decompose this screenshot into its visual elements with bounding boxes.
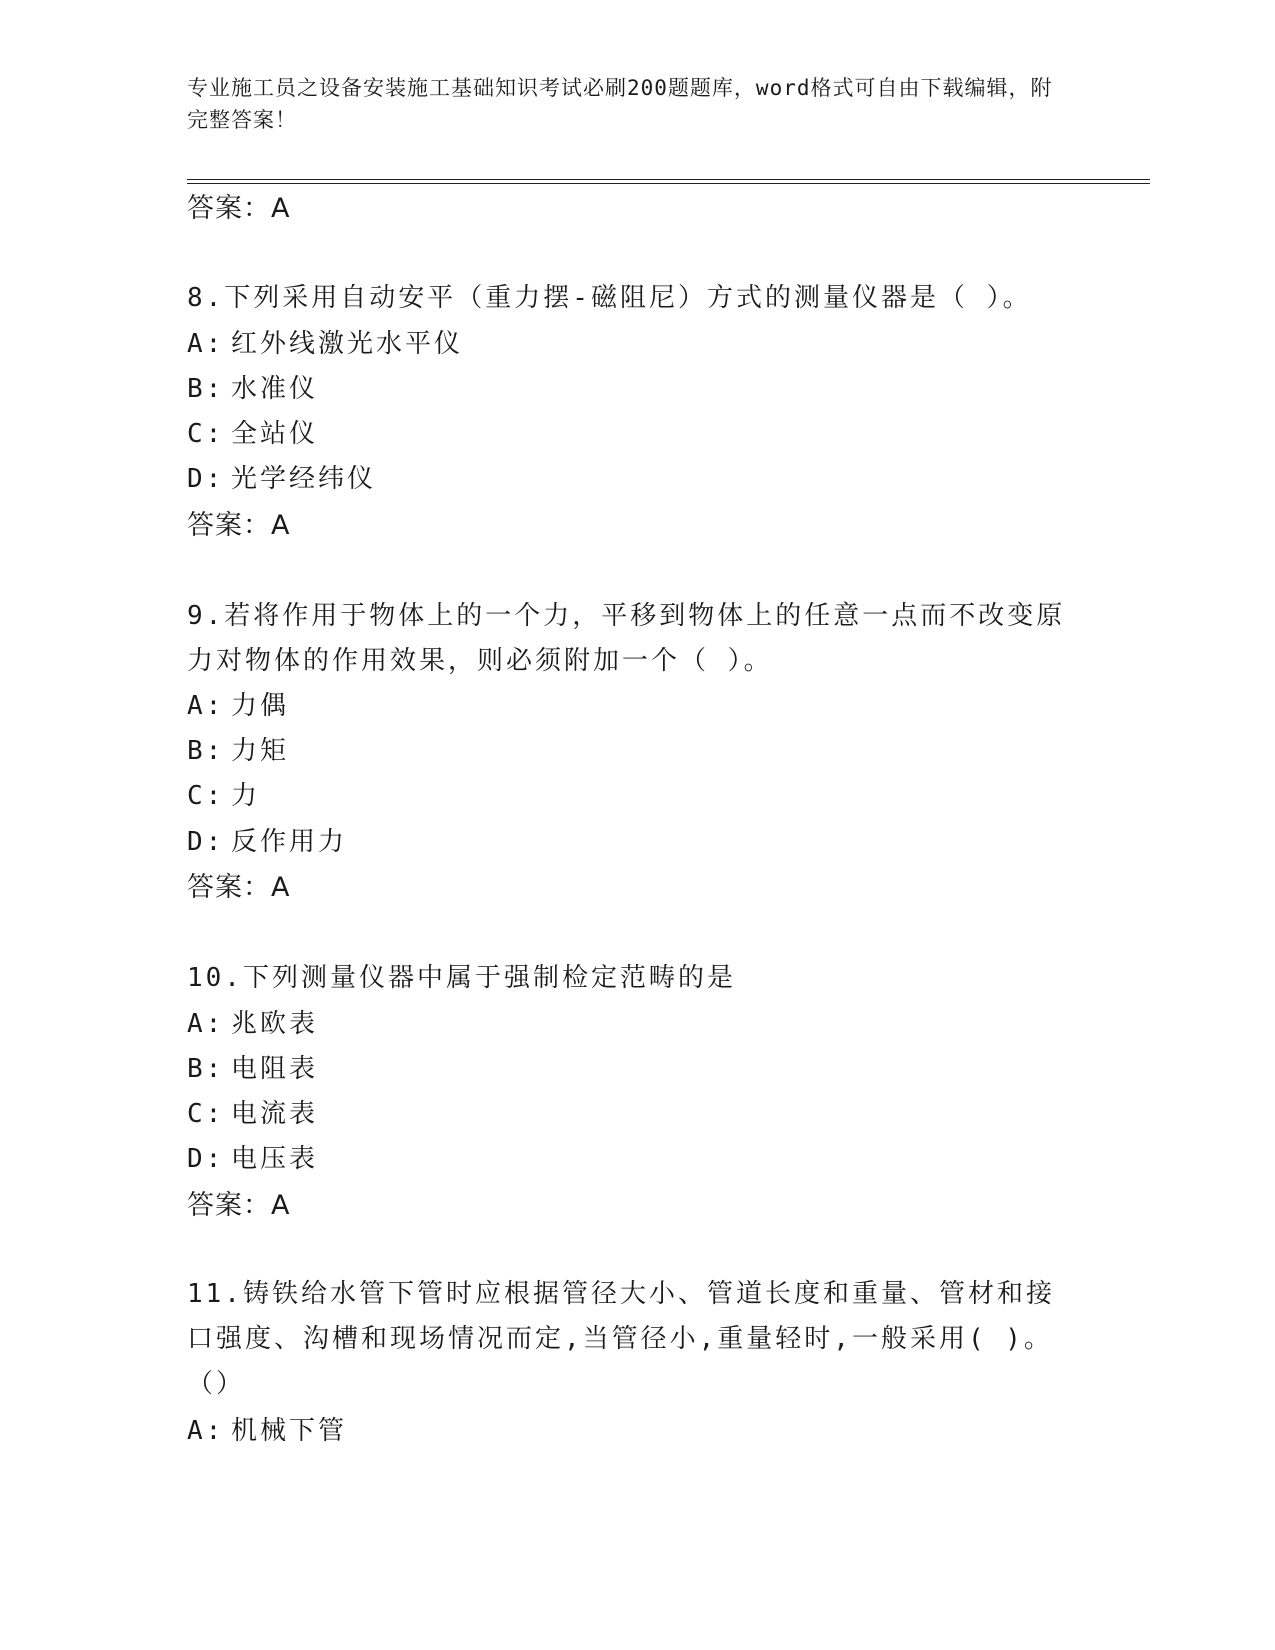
option-q9-c (187, 779, 260, 813)
option-text: 电流表 (231, 1099, 319, 1129)
option-q10-c (187, 1097, 318, 1131)
option-key: D: (187, 464, 225, 494)
document-header: 专业施工员之设备安装施工基础知识考试必刷200题题库，word格式可自由下载编辑，附完整答案！ (187, 76, 1053, 132)
header-rule-top (187, 179, 1150, 180)
option-text: 力矩 (231, 736, 290, 766)
question-11: 11.铸铁给水管下管时应根据管径大小、管道长度和重量、管材和接口强度、沟槽和现场情况而定,当管径小,重量轻时,一般采用( )。（） (187, 1279, 1055, 1399)
option-text: 力 (231, 781, 261, 811)
option-q8-c (187, 417, 318, 451)
question-10: 10.下列测量仪器中属于强制检定范畴的是 (187, 963, 736, 993)
option-text: 机械下管 (231, 1416, 348, 1446)
option-q10-d (187, 1142, 318, 1176)
answer-value: A (271, 193, 291, 224)
option-text: 光学经纬仪 (231, 464, 377, 494)
answer-q9 (187, 871, 290, 905)
option-key: A: (187, 691, 225, 721)
answer-label: 答案： (187, 1190, 271, 1221)
option-key: A: (187, 1009, 225, 1039)
option-q9-d (187, 825, 347, 859)
answer-q8 (187, 509, 290, 543)
answer-label: 答案： (187, 510, 271, 541)
option-q8-d (187, 462, 376, 496)
option-key: D: (187, 827, 225, 857)
option-q10-b (187, 1052, 318, 1086)
answer-label: 答案： (187, 193, 271, 224)
option-text: 全站仪 (231, 419, 319, 449)
answer-value: A (271, 872, 291, 903)
answer-label: 答案： (187, 872, 271, 903)
option-text: 红外线激光水平仪 (231, 329, 464, 359)
answer-value: A (271, 1190, 291, 1221)
option-key: C: (187, 1099, 225, 1129)
question-8: 8.下列采用自动安平（重力摆-磁阻尼）方式的测量仪器是（ ）。 (187, 283, 1032, 313)
option-q10-a (187, 1007, 318, 1041)
option-text: 电压表 (231, 1144, 319, 1174)
header-rule-bottom (187, 183, 1150, 184)
option-q8-a (187, 327, 463, 361)
option-key: A: (187, 329, 225, 359)
option-key: A: (187, 1416, 225, 1446)
option-key: B: (187, 374, 225, 404)
option-q11-a (187, 1414, 347, 1448)
answer-q7 (187, 192, 290, 226)
question-9: 9.若将作用于物体上的一个力，平移到物体上的任意一点而不改变原力对物体的作用效果，则必须附加一个（ ）。 (187, 601, 1066, 676)
option-text: 兆欧表 (231, 1009, 319, 1039)
option-key: B: (187, 1054, 225, 1084)
option-text: 水准仪 (231, 374, 319, 404)
option-key: B: (187, 736, 225, 766)
answer-value: A (271, 510, 291, 541)
option-q9-a (187, 689, 289, 723)
option-text: 力偶 (231, 691, 290, 721)
option-q9-b (187, 734, 289, 768)
option-text: 反作用力 (231, 827, 348, 857)
option-key: C: (187, 419, 225, 449)
option-text: 电阻表 (231, 1054, 319, 1084)
answer-q10 (187, 1189, 290, 1223)
option-q8-b (187, 372, 318, 406)
option-key: D: (187, 1144, 225, 1174)
option-key: C: (187, 781, 225, 811)
